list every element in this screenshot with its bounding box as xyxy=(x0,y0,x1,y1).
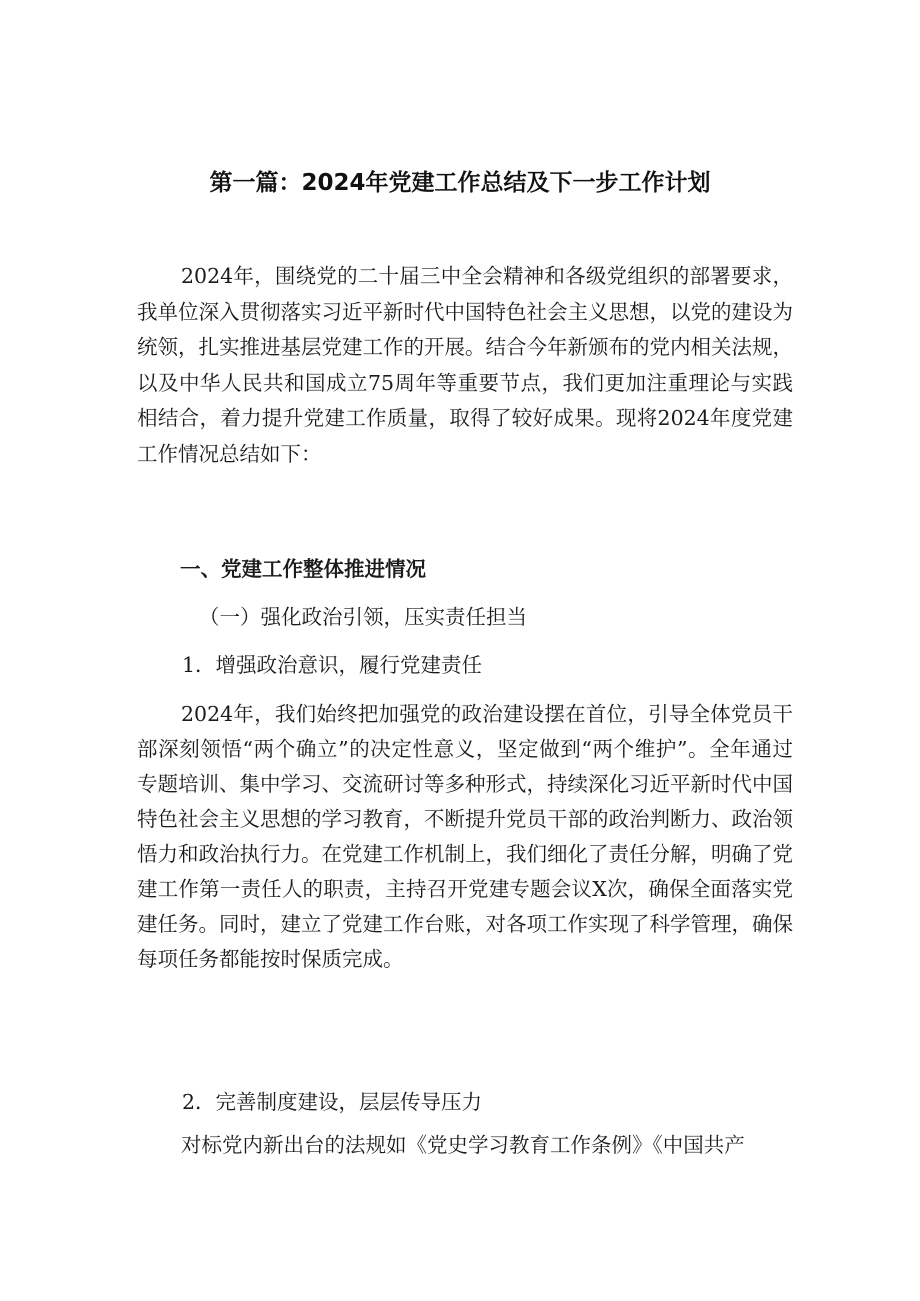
item-1-heading: 1．增强政治意识，履行党建责任 xyxy=(182,653,483,677)
intro-paragraph-block xyxy=(137,259,793,472)
item-2-paragraph: 对标党内新出台的法规如《党史学习教育工作条例》《中国共产 xyxy=(181,1133,745,1157)
document-title: 第一篇：2024年党建工作总结及下一步工作计划 xyxy=(209,170,711,196)
section-1-heading: 一、党建工作整体推进情况 xyxy=(180,557,426,581)
item-2-paragraph-block xyxy=(137,1128,793,1164)
item-2-heading: 2．完善制度建设，层层传导压力 xyxy=(182,1090,483,1114)
intro-paragraph: 2024年，围绕党的二十届三中全会精神和各级党组织的部署要求，我单位深入贯彻落实习近平新时代中国特色社会主义思想，以党的建设为统领，扎实推进基层党建工作的开展。结合今年新颁布的党内相关法规，以及中华人民共和国成立75周年等重要节点，我们更加注重理论与实践相结合，着力提升党建工作质量，取得了较好成果。现将2024年度党建工作情况总结如下： xyxy=(137,264,793,466)
item-1-paragraph: 2024年，我们始终把加强党的政治建设摆在首位，引导全体党员干部深刻领悟“两个确立”的决定性意义，坚定做到“两个维护”。全年通过专题培训、集中学习、交流研讨等多种形式，持续深化习近平新时代中国特色社会主义思想的学习教育，不断提升党员干部的政治判断力、政治领悟力和政治执行力。在党建工作机制上，我们细化了责任分解，明确了党建工作第一责任人的职责，主持召开党建专题会议X次，确保全面落实党建任务。同时，建立了党建工作台账，对各项工作实现了科学管理，确保每项任务都能按时保质完成。 xyxy=(137,702,793,971)
subsection-1-heading: （一）强化政治引领，压实责任担当 xyxy=(199,605,527,629)
item-1-paragraph-block xyxy=(137,697,793,977)
